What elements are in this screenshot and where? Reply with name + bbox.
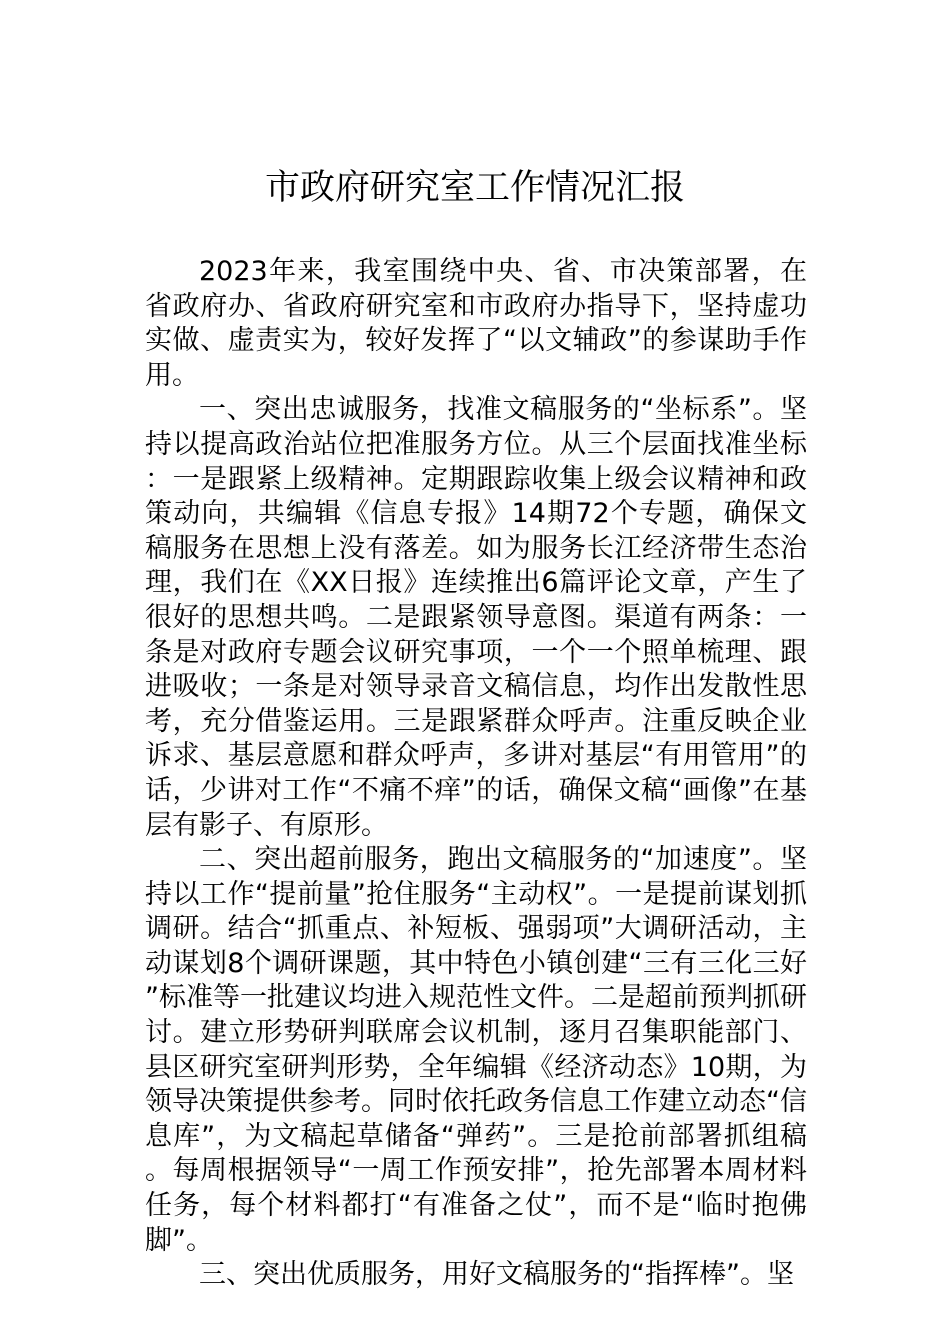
intro-paragraph: 2023年来，我室围绕中央、省、市决策部署，在省政府办、省政府研究室和市政府办指导下，坚持虚功实做、虚责实为，较好发挥了“以文辅政”的参谋助手作用。 <box>145 256 807 391</box>
section-three-paragraph: 三、突出优质服务，用好文稿服务的“指挥棒”。坚 <box>199 1259 794 1291</box>
document-title: 市政府研究室工作情况汇报 <box>264 168 685 208</box>
section-one-paragraph: 一、突出忠诚服务，找准文稿服务的“坐标系”。坚持以提高政治站位把准服务方位。从三个层面找准坐标：一是跟紧上级精神。定期跟踪收集上级会议精神和政策动向，共编辑《信息专报》14期72个专题，确保文稿服务在思想上没有落差。如为服务长江经济带生态治理，我们在《XX日报》连续推出6篇评论文章，产生了很好的思想共鸣。二是跟紧领导意图。渠道有两条：一条是对政府专题会议研究事项，一个一个照单梳理、跟进吸收；一条是对领导录音文稿信息，均作出发散性思考，充分借鉴运用。三是跟紧群众呼声。注重反映企业诉求、基层意愿和群众呼声，多讲对基层“有用管用”的话，少讲对工作“不痛不痒”的话，确保文稿“画像”在基层有影子、有原形。 <box>145 394 807 841</box>
section-two-paragraph: 二、突出超前服务，跑出文稿服务的“加速度”。坚持以工作“提前量”抢住服务“主动权”。一是提前谋划抓调研。结合“抓重点、补短板、强弱项”大调研活动，主动谋划8个调研课题，其中特色小镇创建“三有三化三好”标准等一批建议均进入规范性文件。二是超前预判抓研讨。建立形势研判联席会议机制，逐月召集职能部门、县区研究室研判形势，全年编辑《经济动态》10期，为领导决策提供参考。同时依托政务信息工作建立动态“信息库”，为文稿起草储备“弹药”。三是抢前部署抓组稿。每周根据领导“一周工作预安排”，抢先部署本周材料任务，每个材料都打“有准备之仗”，而不是“临时抱佛脚”。 <box>145 844 807 1256</box>
document-body <box>145 255 807 1293</box>
